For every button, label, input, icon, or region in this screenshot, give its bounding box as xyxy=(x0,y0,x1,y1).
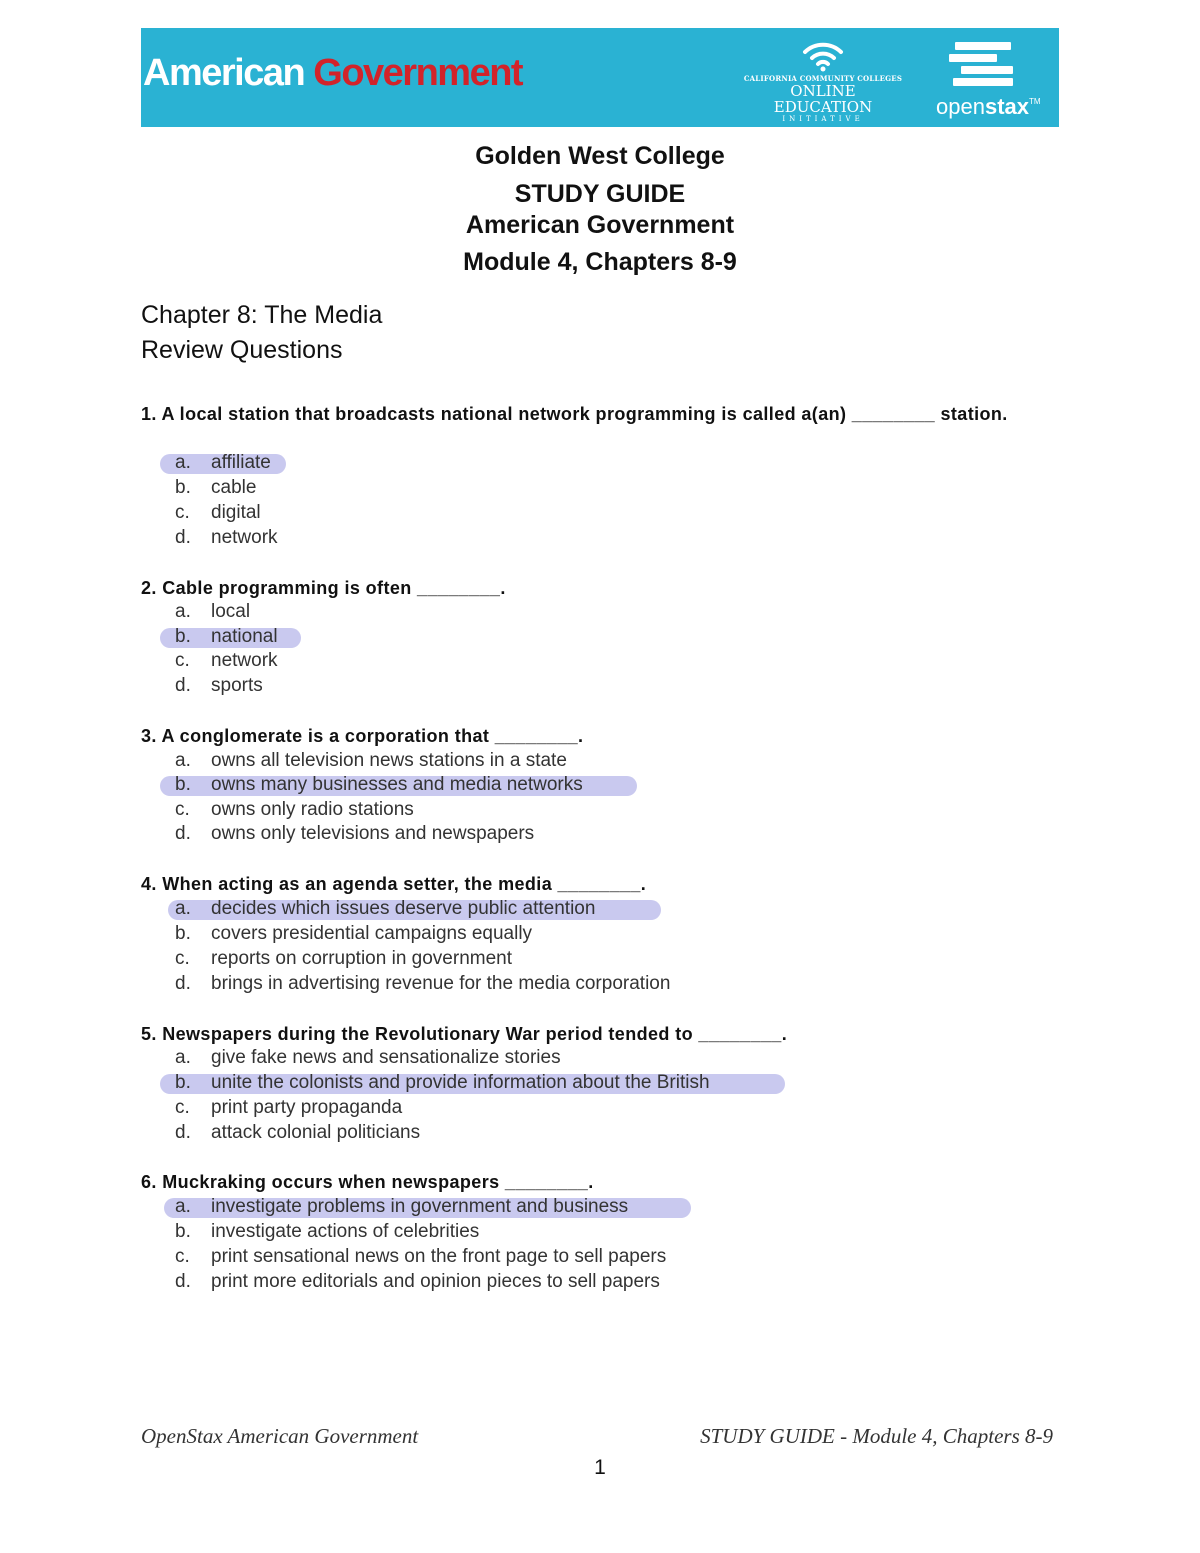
ccc-line1: CALIFORNIA COMMUNITY COLLEGES xyxy=(743,74,903,83)
option-4c xyxy=(175,948,512,970)
option-4b xyxy=(175,923,532,945)
option-text: national xyxy=(211,626,278,647)
chapter-title: Chapter 8: The Media xyxy=(141,301,383,329)
option-4a xyxy=(175,898,595,920)
option-text: print sensational news on the front page to sell papers xyxy=(211,1246,667,1267)
option-text: network xyxy=(211,527,278,548)
option-text: sports xyxy=(211,675,263,696)
option-text: affiliate xyxy=(211,452,271,473)
option-1c xyxy=(175,502,261,524)
banner-title xyxy=(143,52,522,95)
ccc-line3: INITIATIVE xyxy=(782,115,864,123)
option-letter: b. xyxy=(175,1072,191,1093)
option-1b xyxy=(175,477,256,499)
option-6a xyxy=(175,1196,628,1218)
option-6c xyxy=(175,1246,666,1268)
question-2: 2. Cable programming is often ________. xyxy=(141,578,506,598)
openstax-logo xyxy=(933,36,1053,124)
wifi-icon xyxy=(801,38,845,72)
option-letter: c. xyxy=(175,1246,190,1267)
question-5: 5. Newspapers during the Revolutionary War period tended to ________. xyxy=(141,1024,788,1044)
option-text: brings in advertising revenue for the media corporation xyxy=(211,973,671,994)
option-letter: d. xyxy=(175,527,191,548)
option-letter: b. xyxy=(175,477,191,498)
option-5a xyxy=(175,1047,561,1069)
option-text: owns all television news stations in a state xyxy=(211,750,567,771)
question-6: 6. Muckraking occurs when newspapers ________. xyxy=(141,1172,594,1192)
option-text: attack colonial politicians xyxy=(211,1122,421,1143)
option-2b xyxy=(175,626,278,648)
option-letter: b. xyxy=(175,1221,191,1242)
question-4: 4. When acting as an agenda setter, the media ________. xyxy=(141,874,647,894)
option-text: digital xyxy=(211,502,261,523)
option-2a xyxy=(175,601,250,623)
option-1a xyxy=(175,452,271,474)
option-letter: d. xyxy=(175,1271,191,1292)
option-letter: c. xyxy=(175,1097,190,1118)
option-letter: d. xyxy=(175,1122,191,1143)
question-1: 1. A local station that broadcasts national network programming is called a(an) ________ station. xyxy=(141,404,1008,424)
option-6d xyxy=(175,1271,660,1293)
option-2c xyxy=(175,650,278,672)
option-5d xyxy=(175,1122,420,1144)
question-3: 3. A conglomerate is a corporation that ________. xyxy=(141,726,584,746)
option-text: local xyxy=(211,601,251,622)
course-title: American Government xyxy=(465,211,735,239)
option-text: investigate problems in government and business xyxy=(211,1196,629,1217)
option-letter: a. xyxy=(175,1047,191,1068)
section-title: Review Questions xyxy=(141,336,343,364)
page-number: 1 xyxy=(594,1456,606,1479)
option-letter: c. xyxy=(175,799,190,820)
option-2d xyxy=(175,675,263,697)
online-education-logo xyxy=(739,38,907,122)
doc-type: STUDY GUIDE xyxy=(514,180,686,208)
option-text: owns only televisions and newspapers xyxy=(211,823,535,844)
option-letter: b. xyxy=(175,774,191,795)
option-text: unite the colonists and provide information about the British xyxy=(211,1072,710,1093)
college-name: Golden West College xyxy=(475,142,725,170)
option-6b xyxy=(175,1221,479,1243)
option-letter: d. xyxy=(175,973,191,994)
option-text: reports on corruption in government xyxy=(211,948,512,969)
option-letter: c. xyxy=(175,502,190,523)
option-text: owns only radio stations xyxy=(211,799,414,820)
option-letter: b. xyxy=(175,626,191,647)
option-text: covers presidential campaigns equally xyxy=(211,923,533,944)
option-letter: a. xyxy=(175,452,191,473)
openstax-book-stack-icon xyxy=(947,40,1019,88)
option-3c xyxy=(175,799,414,821)
option-text: owns many businesses and media networks xyxy=(211,774,583,795)
option-5c xyxy=(175,1097,402,1119)
option-letter: a. xyxy=(175,1196,191,1217)
openstax-open: open xyxy=(936,94,985,119)
option-text: cable xyxy=(211,477,257,498)
option-3a xyxy=(175,750,567,772)
option-letter: a. xyxy=(175,601,191,622)
footer-left: OpenStax American Government xyxy=(141,1424,419,1448)
option-text: investigate actions of celebrities xyxy=(211,1221,480,1242)
option-5b xyxy=(175,1072,710,1094)
openstax-stax: stax xyxy=(984,94,1029,119)
option-letter: c. xyxy=(175,948,190,969)
option-letter: c. xyxy=(175,650,190,671)
option-3b xyxy=(175,774,583,796)
option-letter: d. xyxy=(175,823,191,844)
option-text: give fake news and sensationalize stories xyxy=(211,1047,561,1068)
ccc-line2: ONLINE EDUCATION xyxy=(773,82,873,116)
module-title: Module 4, Chapters 8-9 xyxy=(463,248,737,276)
option-letter: d. xyxy=(175,675,191,696)
option-3d xyxy=(175,823,534,845)
banner-title-american: American xyxy=(143,52,305,94)
option-4d xyxy=(175,973,670,995)
footer-right: STUDY GUIDE - Module 4, Chapters 8-9 xyxy=(700,1424,1053,1448)
openstax-tm: TM xyxy=(1029,97,1041,106)
header-banner xyxy=(141,28,1059,127)
option-text: print more editorials and opinion pieces to sell papers xyxy=(211,1271,660,1292)
openstax-wordmark xyxy=(936,94,1041,120)
option-letter: b. xyxy=(175,923,191,944)
option-1d xyxy=(175,527,278,549)
option-text: print party propaganda xyxy=(211,1097,403,1118)
option-letter: a. xyxy=(175,750,191,771)
banner-title-government: Government xyxy=(313,52,523,94)
option-text: decides which issues deserve public attention xyxy=(211,898,596,919)
option-letter: a. xyxy=(175,898,191,919)
option-text: network xyxy=(211,650,278,671)
